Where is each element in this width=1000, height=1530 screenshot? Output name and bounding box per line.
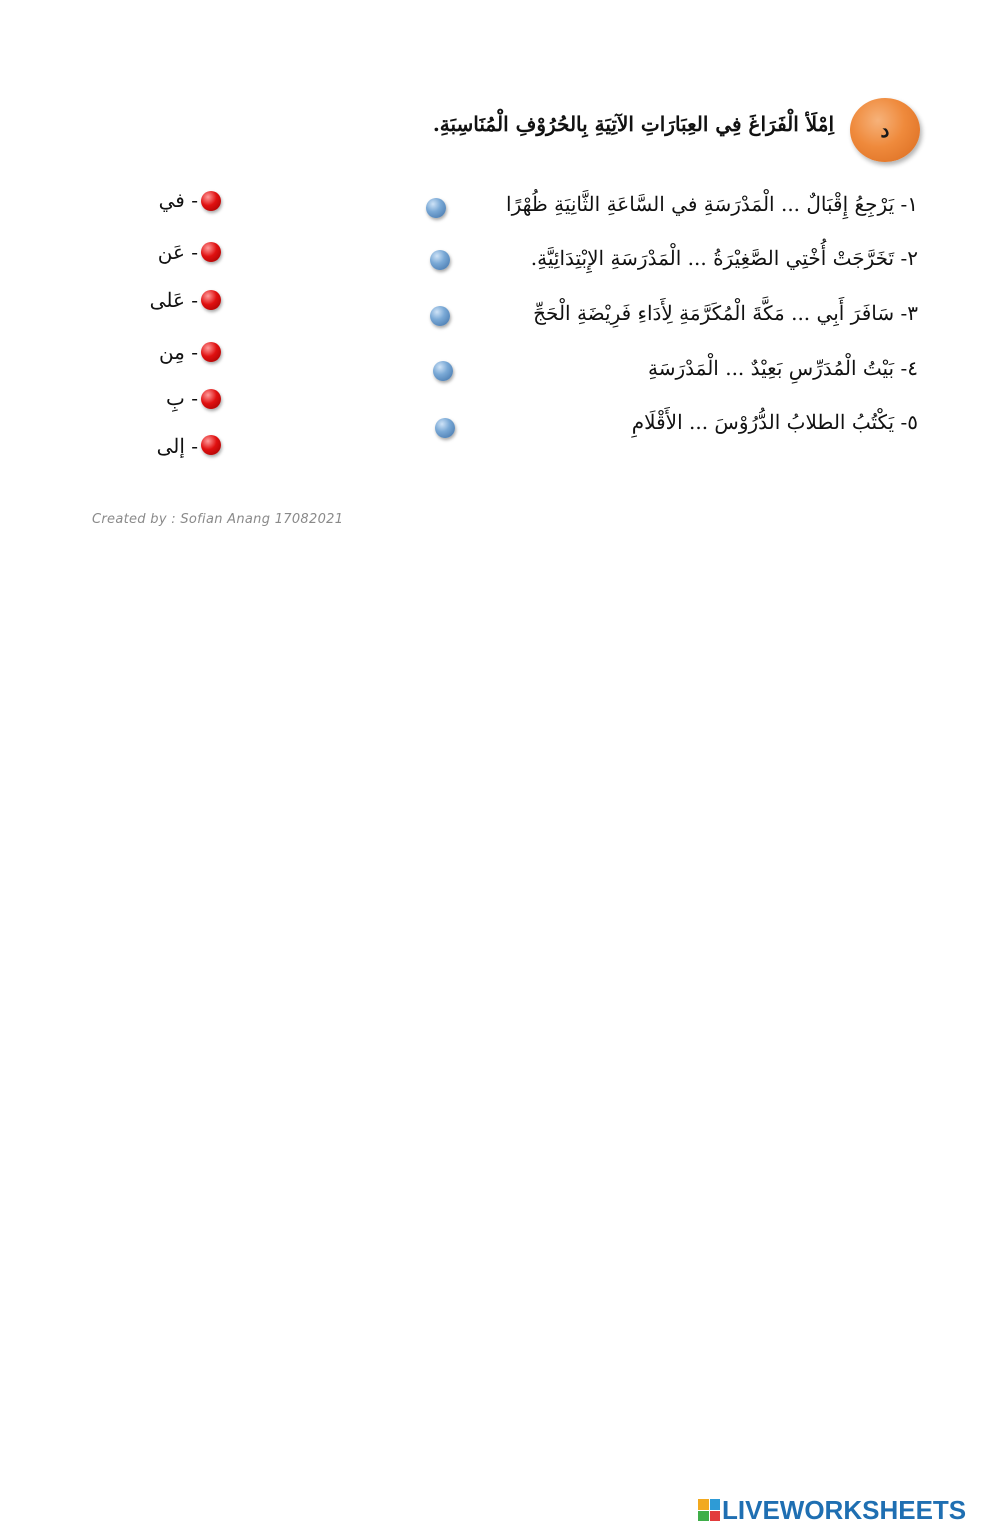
- sentence-4-connector-dot[interactable]: [433, 361, 453, 381]
- sentence-3-connector-dot[interactable]: [430, 306, 450, 326]
- option-ala-connector-dot[interactable]: [201, 290, 221, 310]
- sentence-2-connector-dot[interactable]: [430, 250, 450, 270]
- credit-text: Created by : Sofian Anang 17082021: [92, 512, 344, 527]
- sentence-4: ٤- بَيْتُ الْمُدَرِّسِ بَعِيْدٌ ... الْمَدْرَسَةِ: [648, 356, 918, 380]
- liveworksheets-logo-icon: [698, 1499, 720, 1521]
- sentence-3: ٣- سَافَرَ أَبِي ... مَكَّةَ الْمُكَرَّمَةِ لِأَدَاءِ فَرِيْضَةِ الْحَجِّ: [533, 301, 918, 325]
- sentence-1-connector-dot[interactable]: [426, 198, 446, 218]
- option-ila: - إلى: [156, 434, 198, 458]
- liveworksheets-brand[interactable]: [698, 1494, 967, 1525]
- sentence-5-connector-dot[interactable]: [435, 418, 455, 438]
- section-badge: [850, 98, 920, 162]
- option-min: - مِن: [158, 340, 198, 364]
- instruction-text: اِمْلَأ الْفَرَاغَ فِي العِبَارَاتِ الآتِيَةِ بِالحُرُوْفِ الْمُنَاسِبَةِ.: [432, 112, 834, 136]
- sentence-5: ٥- يَكْتُبُ الطلابُ الدُّرُوْسَ ... الأَقْلَامِ: [631, 410, 918, 434]
- option-bi: - بِ: [166, 386, 198, 410]
- option-fi: - في: [158, 188, 198, 212]
- option-bi-connector-dot[interactable]: [201, 389, 221, 409]
- option-ila-connector-dot[interactable]: [201, 435, 221, 455]
- brand-name: LIVEWORKSHEETS: [722, 1494, 967, 1525]
- option-ala: - عَلى: [149, 288, 198, 312]
- sentence-1: ١- يَرْجِعُ إِقْبَالٌ ... الْمَدْرَسَةِ في السَّاعَةِ الثَّانِيَةِ ظُهْرًا: [506, 192, 918, 216]
- option-an: - عَن: [157, 240, 198, 264]
- option-min-connector-dot[interactable]: [201, 342, 221, 362]
- sentence-2: ٢- تَخَرَّجَتْ أُخْتِي الصَّغِيْرَةُ ... الْمَدْرَسَةِ الإِبْتِدَائِيَّةِ.: [530, 246, 918, 270]
- badge-letter: د: [880, 118, 890, 142]
- option-an-connector-dot[interactable]: [201, 242, 221, 262]
- option-fi-connector-dot[interactable]: [201, 191, 221, 211]
